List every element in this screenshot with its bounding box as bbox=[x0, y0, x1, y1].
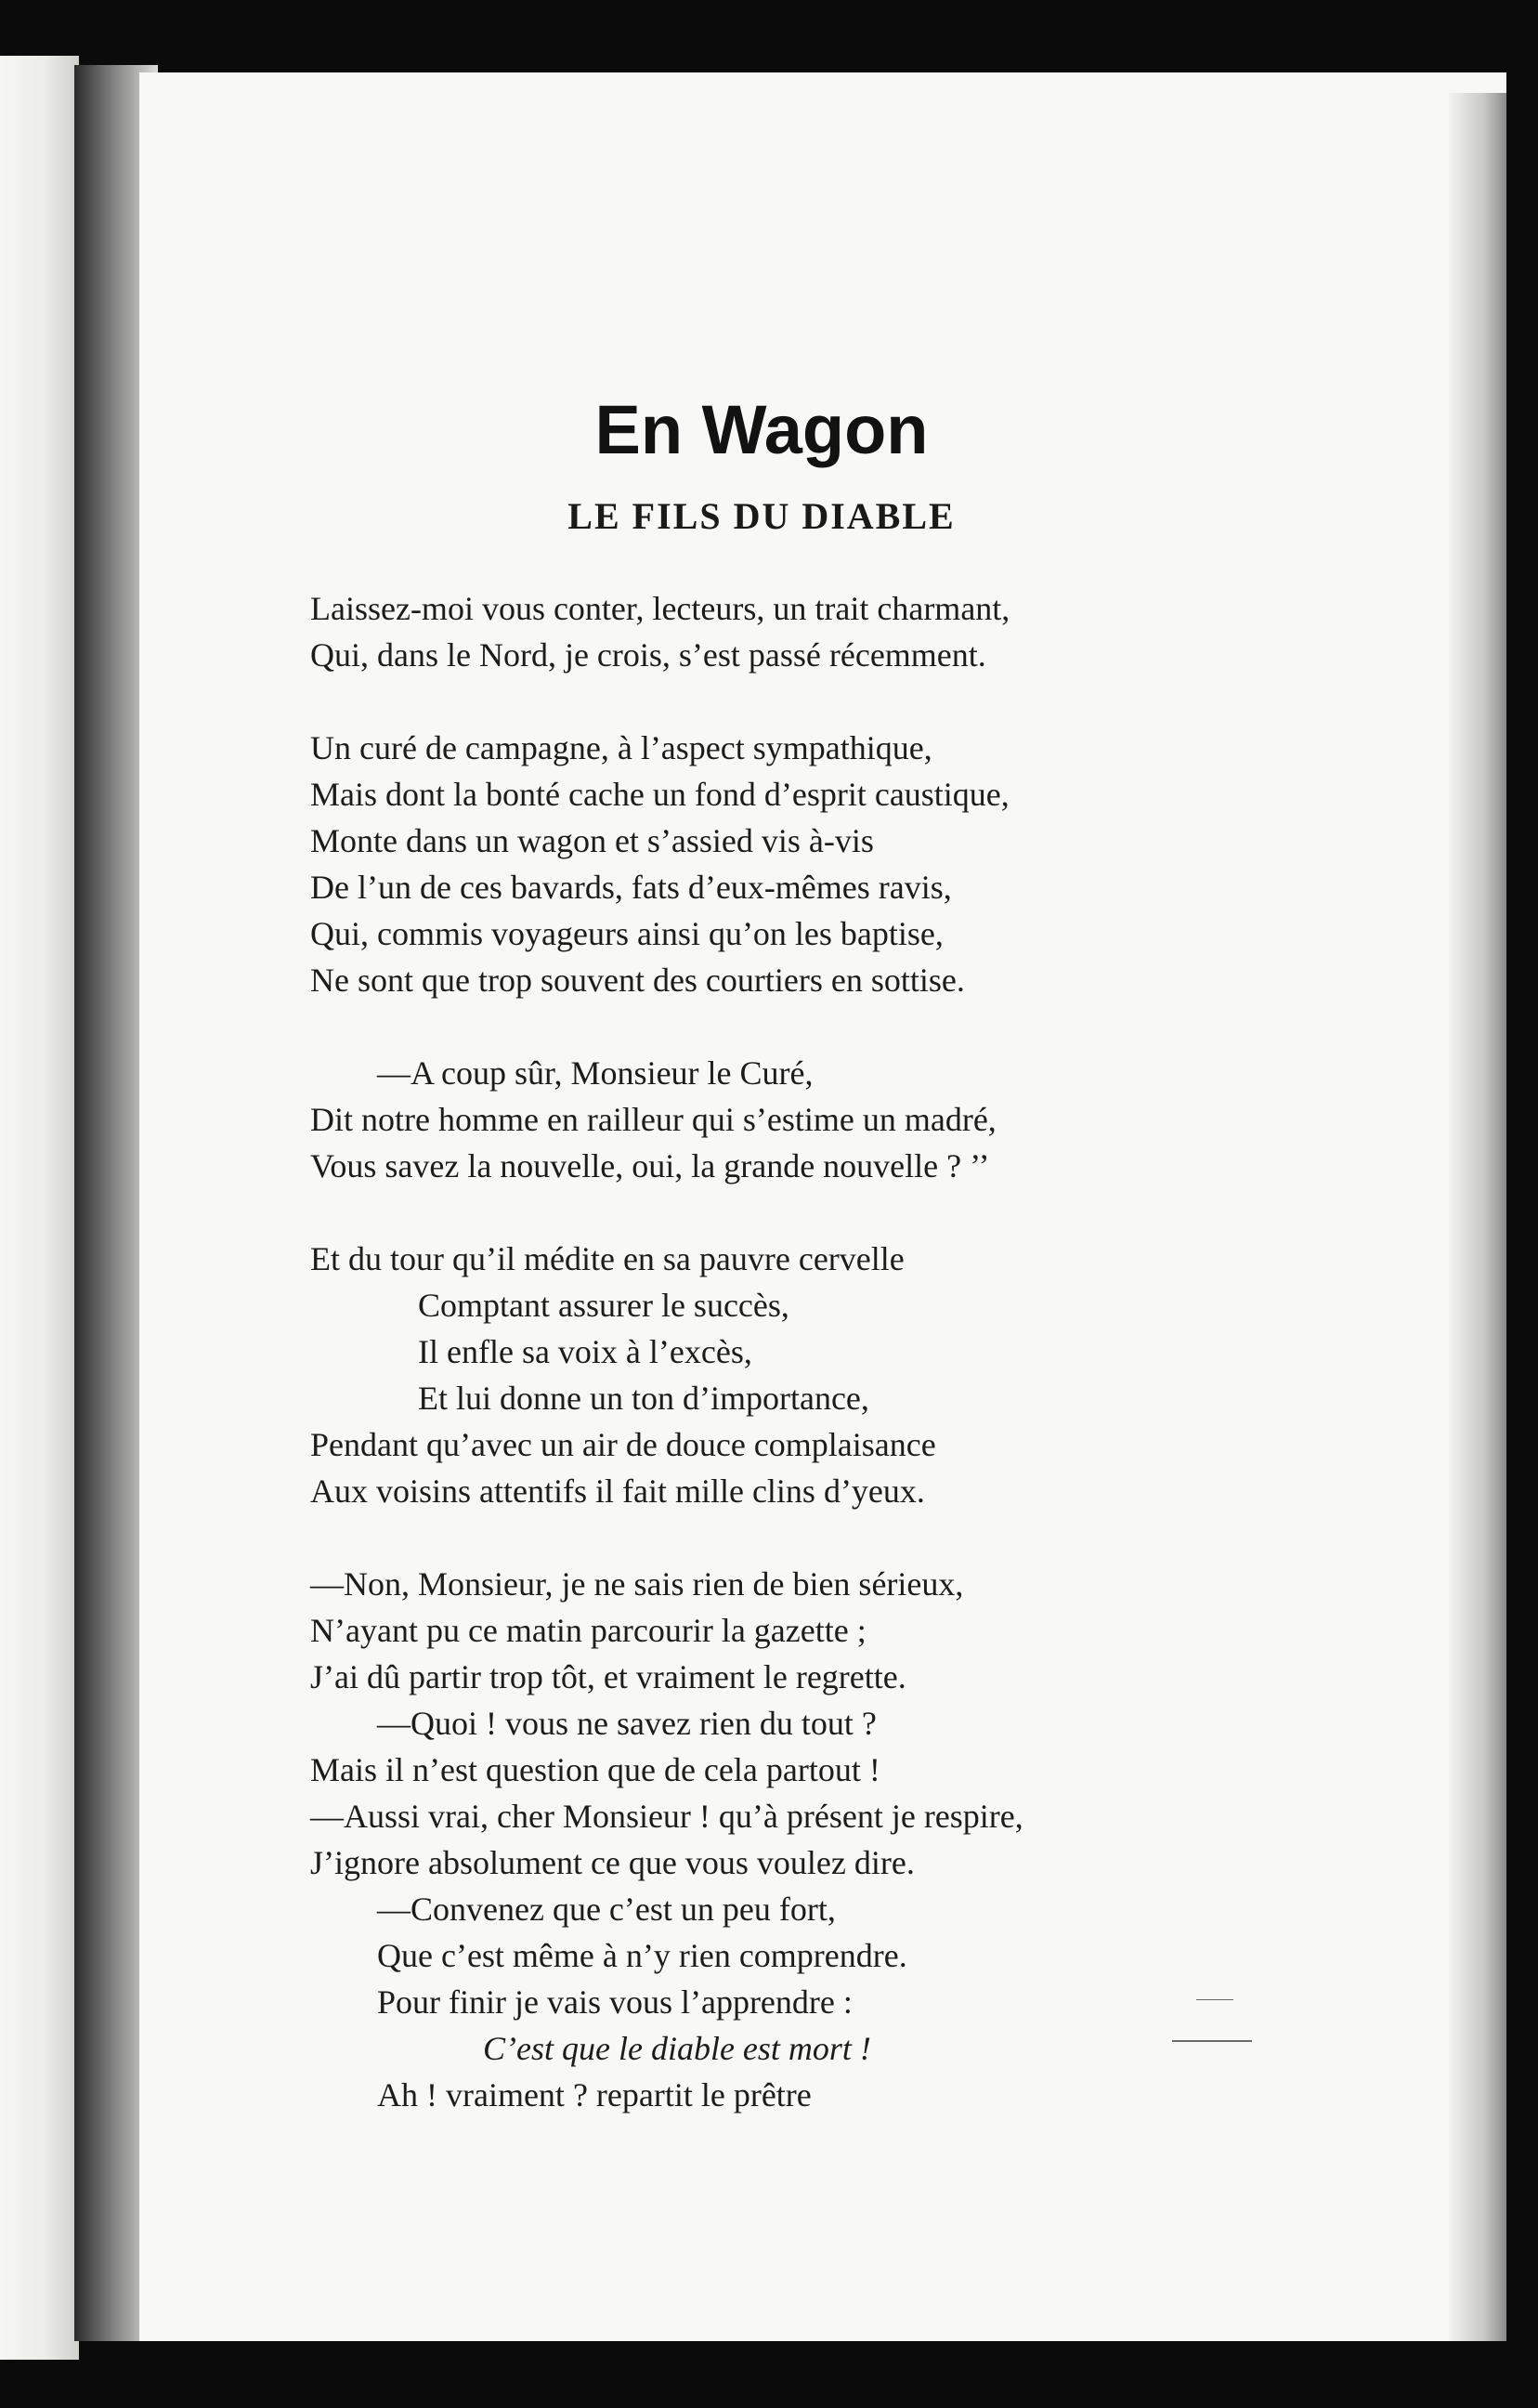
poem-line: —Aussi vrai, cher Monsieur ! qu’à présent je respire, bbox=[310, 1798, 1023, 1835]
poem-line: Et du tour qu’il médite en sa pauvre cervelle bbox=[310, 1240, 905, 1277]
stanza-2 bbox=[310, 725, 1239, 1003]
poem-line: —Non, Monsieur, je ne sais rien de bien sérieux, bbox=[310, 1565, 964, 1603]
stanza-break bbox=[310, 1514, 1239, 1561]
stray-ink-mark bbox=[1172, 2040, 1252, 2042]
stray-ink-mark bbox=[1196, 1999, 1233, 2000]
poem-line: Laissez-moi vous conter, lecteurs, un trait charmant, bbox=[310, 590, 1010, 627]
poem-line: Un curé de campagne, à l’aspect sympathique, bbox=[310, 729, 932, 766]
poem-line: Monte dans un wagon et s’assied vis à-vis bbox=[310, 822, 874, 859]
poem-line: Dit notre homme en railleur qui s’estime un madré, bbox=[310, 1101, 997, 1138]
book-spine bbox=[0, 56, 79, 2360]
poem-line: Il enfle sa voix à l’excès, bbox=[418, 1333, 752, 1370]
poem-line: Pour finir je vais vous l’apprendre : bbox=[377, 1983, 853, 2021]
poem-line: Qui, dans le Nord, je crois, s’est passé récemment. bbox=[310, 636, 986, 674]
poem-line: Ah ! vraiment ? repartit le prêtre bbox=[377, 2076, 812, 2114]
poem-line: De l’un de ces bavards, fats d’eux-mêmes ravis, bbox=[310, 869, 952, 906]
poem-line: Aux voisins attentifs il fait mille clins d’yeux. bbox=[310, 1472, 925, 1510]
poem-line: Mais il n’est question que de cela partout ! bbox=[310, 1751, 880, 1788]
stanza-4 bbox=[310, 1236, 1239, 1514]
poem-line: Comptant assurer le succès, bbox=[418, 1287, 789, 1324]
stanza-break bbox=[310, 1189, 1239, 1236]
poem-subtitle: LE FILS DU DIABLE bbox=[567, 495, 956, 537]
stanza-break bbox=[310, 1003, 1239, 1050]
page-edge bbox=[1449, 93, 1506, 2341]
poem-line: Qui, commis voyageurs ainsi qu’on les baptise, bbox=[310, 915, 944, 952]
poem-line: Ne sont que trop souvent des courtiers en sottise. bbox=[310, 962, 965, 999]
stanza-5 bbox=[310, 1561, 1239, 2118]
poem-line: —A coup sûr, Monsieur le Curé, bbox=[377, 1054, 814, 1092]
stanza-1 bbox=[310, 585, 1239, 678]
poem-line: Vous savez la nouvelle, oui, la grande nouvelle ? ’’ bbox=[310, 1147, 990, 1184]
poem-line: Mais dont la bonté cache un fond d’esprit caustique, bbox=[310, 776, 1010, 813]
poem-line: Et lui donne un ton d’importance, bbox=[418, 1380, 869, 1417]
poem-line: Que c’est même à n’y rien comprendre. bbox=[377, 1937, 907, 1974]
stanza-3 bbox=[310, 1050, 1239, 1189]
poem-line: N’ayant pu ce matin parcourir la gazette ; bbox=[310, 1612, 867, 1649]
poem-line: J’ai dû partir trop tôt, et vraiment le regrette. bbox=[310, 1658, 906, 1695]
poem-title: En Wagon bbox=[594, 391, 929, 468]
stanza-break bbox=[310, 678, 1239, 725]
poem-line: J’ignore absolument ce que vous voulez dire. bbox=[310, 1844, 915, 1881]
poem-line: —Quoi ! vous ne savez rien du tout ? bbox=[377, 1705, 877, 1742]
poem-body bbox=[310, 585, 1239, 2118]
poem-line: Pendant qu’avec un air de douce complaisance bbox=[310, 1426, 936, 1463]
poem-line: —Convenez que c’est un peu fort, bbox=[377, 1891, 836, 1928]
poem-line-italic: C’est que le diable est mort ! bbox=[483, 2030, 871, 2067]
